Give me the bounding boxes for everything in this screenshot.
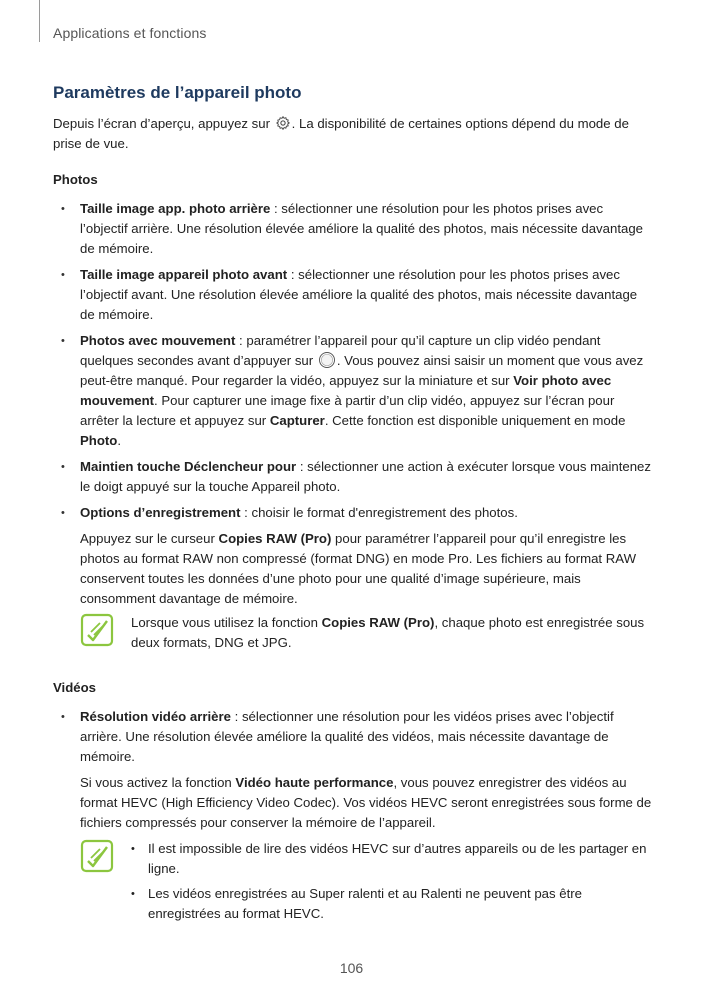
videos-note xyxy=(80,839,655,929)
intro-paragraph: Depuis l’écran d’aperçu, appuyez sur . La disponibilité de certaines options dépend du mode de prise de vue. xyxy=(53,116,629,151)
running-header: Applications et fonctions xyxy=(53,25,207,41)
raw-copies-paragraph: Appuyez sur le curseur Copies RAW (Pro) pour paramétrer l’appareil pour qu’il enregistre les photos au format RAW non compressé (format DNG) en mode Pro. Les fichiers au format RAW conservent toutes les données d’une photo pour une qualité d’image supérieure, mais consomment davantage de mémoire. xyxy=(80,531,637,606)
bullet-icon: • xyxy=(61,461,65,473)
hevc-paragraph: Si vous activez la fonction Vidéo haute performance, vous pouvez enregistrer des vidéos au format HEVC (High Efficiency Video Codec). Vos vidéos HEVC seront enregistrées sous forme de fichiers compressés pour conserver la mémoire de l’appareil. xyxy=(80,775,652,830)
list-item: • Taille image appareil photo avant : sélectionner une résolution pour les photos prises avec l’objectif avant. Une résolution élevée améliore la qualité des photos, mais nécessite davantage de mémoire. xyxy=(61,267,638,322)
list-item: • Taille image app. photo arrière : sélectionner une résolution pour les photos prises avec l’objectif arrière. Une résolution élevée améliore la qualité des photos, mais nécessite davantage de mémoire. xyxy=(61,201,643,256)
gear-icon xyxy=(275,115,291,131)
note-text: Lorsque vous utilisez la fonction Copies RAW (Pro), chaque photo est enregistrée sous deux formats, DNG et JPG. xyxy=(131,615,645,650)
list-item: • Résolution vidéo arrière : sélectionner une résolution pour les vidéos prises avec l’objectif arrière. Une résolution élevée améliore la qualité des vidéos, mais nécessite davantage de mémoire. Si vous activez la fonction Vidéo haute performance, vous pouvez enregistrer des vidéos au format HEVC (High Efficiency Video Codec). Vos vidéos HEVC seront enregistrées sous forme de fichiers compressés pour conserver la mémoire de l’appareil. xyxy=(53,707,653,833)
bullet-icon: • xyxy=(131,888,135,900)
bullet-icon: • xyxy=(61,269,65,281)
videos-list xyxy=(53,707,653,839)
videos-heading: Vidéos xyxy=(53,680,97,695)
note-pencil-icon xyxy=(80,613,114,647)
note-bullet-list xyxy=(131,839,655,924)
bullet-icon: • xyxy=(61,335,65,347)
bullet-icon: • xyxy=(61,711,65,723)
note-pencil-icon xyxy=(80,839,114,873)
header-divider xyxy=(39,0,40,42)
bullet-icon: • xyxy=(131,843,135,855)
section-title: Paramètres de l’appareil photo xyxy=(53,83,302,102)
list-item: • Maintien touche Déclencheur pour : sélectionner une action à exécuter lorsque vous maintenez le doigt appuyé sur la touche Appareil photo. xyxy=(61,459,651,494)
page-number: 106 xyxy=(339,960,364,976)
bullet-icon: • xyxy=(61,203,65,215)
photos-heading: Photos xyxy=(53,172,98,187)
bullet-icon: • xyxy=(61,507,65,519)
photos-note xyxy=(80,613,655,653)
list-item: • Options d’enregistrement : choisir le format d'enregistrement des photos. Appuyez sur le curseur Copies RAW (Pro) pour paramétrer l’appareil pour qu’il enregistre les photos au format RAW non compressé (format DNG) en mode Pro. Les fichiers au format RAW conservent toutes les données d’une photo pour une qualité d’image supérieure, mais consomment davantage de mémoire. xyxy=(53,503,653,609)
photos-list xyxy=(53,199,653,615)
list-item: • Les vidéos enregistrées au Super ralenti et au Ralenti ne peuvent pas être enregistrées au format HEVC. xyxy=(131,886,582,921)
list-item: • Photos avec mouvement : paramétrer l’appareil pour qu’il capture un clip vidéo pendant quelques secondes avant d’appuyer sur . Vous pouvez ainsi saisir un moment que vous avez peut-être manqué. Pour regarder la vidéo, appuyez sur la miniature et sur Voir photo avec mouvement. Pour capturer une image fixe à partir d’un clip vidéo, appuyez sur l’écran pour arrêter la lecture et appuyez sur Capturer. Cette fonction est disponible uniquement en mode Photo. xyxy=(61,333,644,448)
list-item: • Il est impossible de lire des vidéos HEVC sur d’autres appareils ou de les partager en ligne. xyxy=(131,841,647,876)
shutter-icon xyxy=(318,351,336,369)
